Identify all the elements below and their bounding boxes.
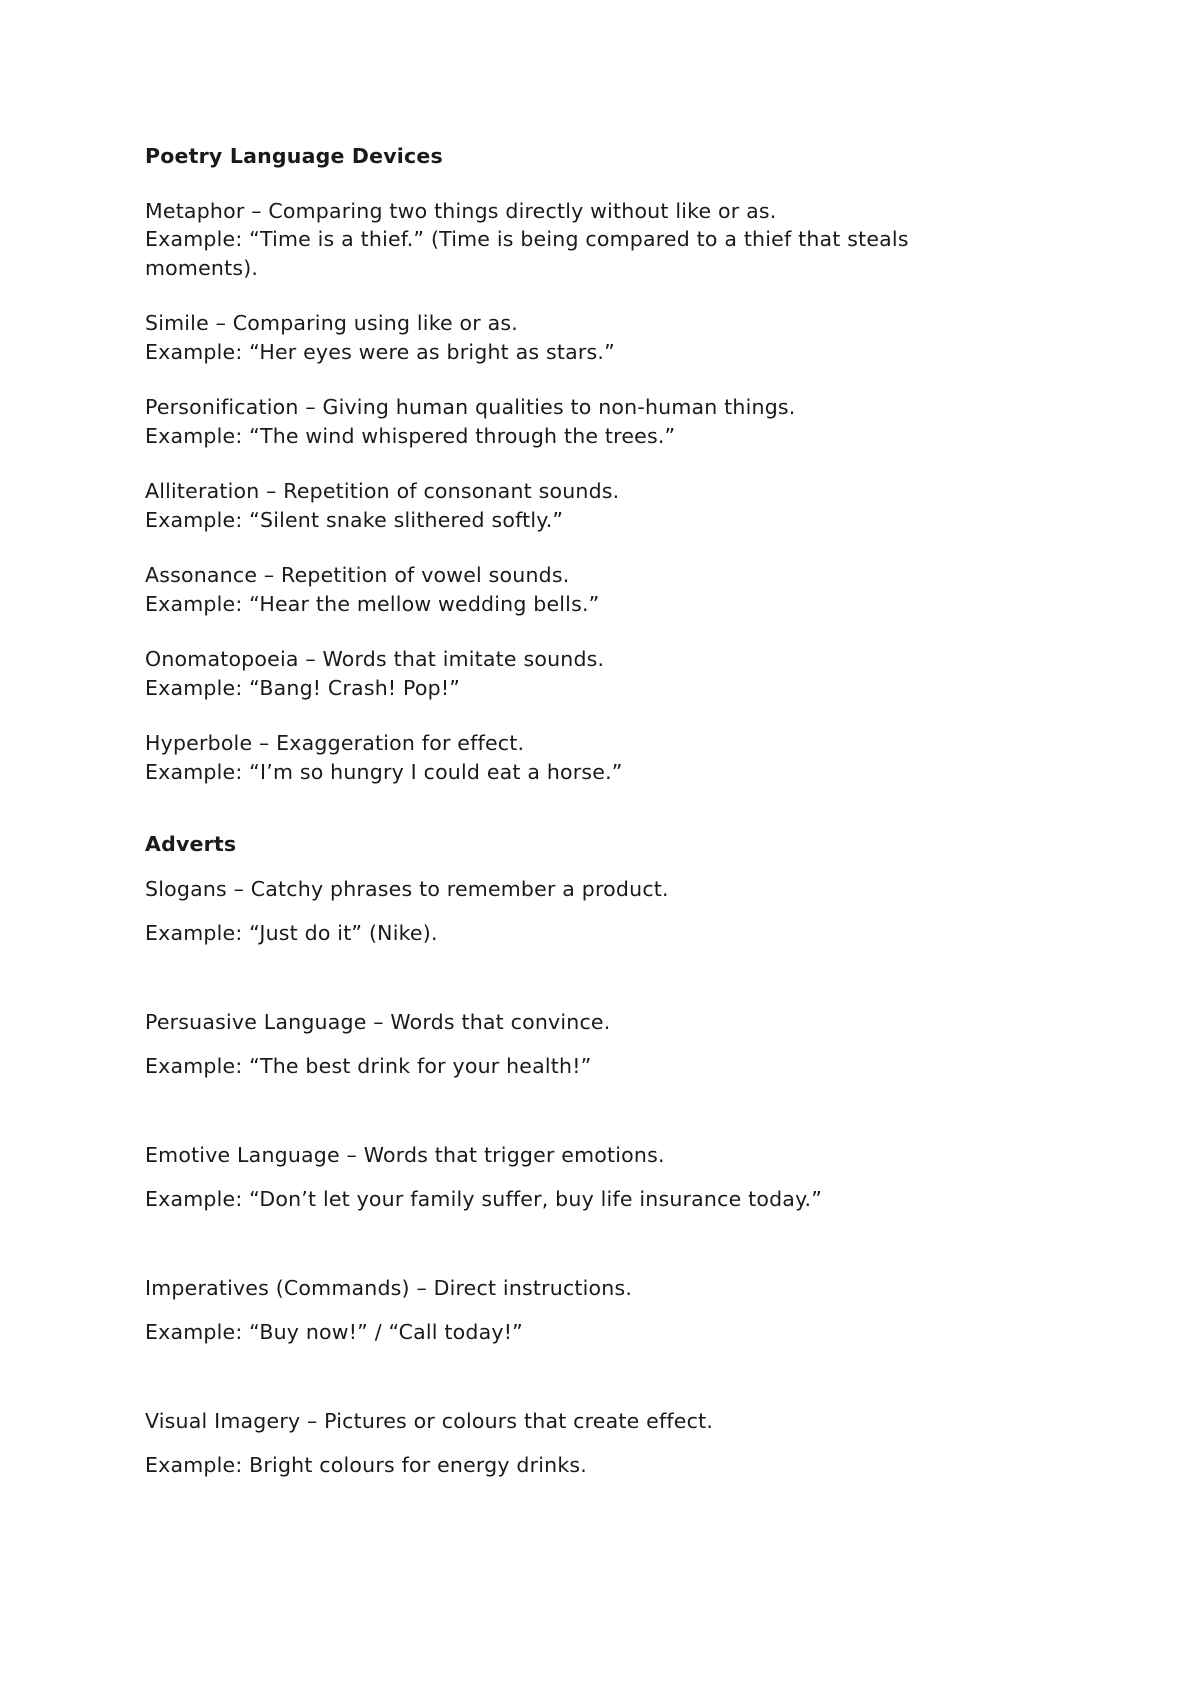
entry-term: Personification – Giving human qualities to non-human things.	[145, 395, 796, 419]
entry-example: Example: “Just do it” (Nike).	[145, 921, 438, 945]
entry-term: Assonance – Repetition of vowel sounds.	[145, 563, 570, 587]
advert-entry-emotive-language	[145, 1141, 985, 1214]
entry-example: Example: Bright colours for energy drinks.	[145, 1453, 588, 1477]
document-page	[145, 142, 985, 1480]
advert-entry-visual-imagery	[145, 1407, 985, 1480]
entry-term: Slogans – Catchy phrases to remember a product.	[145, 876, 669, 901]
poetry-entry-hyperbole	[145, 729, 985, 786]
entry-term: Onomatopoeia – Words that imitate sounds.	[145, 647, 605, 671]
poetry-entry-onomatopoeia	[145, 645, 985, 702]
entry-example: Example: “Silent snake slithered softly.”	[145, 507, 564, 532]
entry-example: Example: “The wind whispered through the trees.”	[145, 423, 676, 448]
poetry-entry-metaphor	[145, 197, 985, 283]
entry-example: Example: “Buy now!” / “Call today!”	[145, 1320, 523, 1344]
advert-entry-slogans	[145, 875, 985, 948]
poetry-entry-personification	[145, 393, 985, 450]
advert-entry-persuasive-language	[145, 1008, 985, 1081]
entry-term: Simile – Comparing using like or as.	[145, 311, 519, 335]
poetry-entry-simile	[145, 309, 985, 366]
entry-term: Alliteration – Repetition of consonant sounds.	[145, 479, 620, 503]
poetry-entry-alliteration	[145, 477, 985, 534]
entry-term: Imperatives (Commands) – Direct instructions.	[145, 1275, 633, 1300]
entry-term: Hyperbole – Exaggeration for effect.	[145, 731, 525, 755]
entry-term: Persuasive Language – Words that convince.	[145, 1009, 611, 1034]
advert-entry-imperatives	[145, 1274, 985, 1347]
entry-example: Example: “I’m so hungry I could eat a horse.”	[145, 759, 623, 784]
entry-example: Example: “Hear the mellow wedding bells.”	[145, 591, 600, 616]
entry-term: Metaphor – Comparing two things directly without like or as.	[145, 198, 777, 223]
entry-example: Example: “Time is a thief.” (Time is being compared to a thief that steals moments).	[145, 227, 909, 280]
poetry-heading: Poetry Language Devices	[145, 144, 443, 168]
poetry-entry-assonance	[145, 561, 985, 618]
entry-term: Emotive Language – Words that trigger emotions.	[145, 1142, 665, 1167]
adverts-heading: Adverts	[145, 832, 237, 856]
entry-example: Example: “Bang! Crash! Pop!”	[145, 675, 461, 700]
entry-example: Example: “The best drink for your health!”	[145, 1054, 592, 1078]
entry-example: Example: “Don’t let your family suffer, buy life insurance today.”	[145, 1187, 823, 1211]
entry-term: Visual Imagery – Pictures or colours that create effect.	[145, 1408, 714, 1433]
entry-example: Example: “Her eyes were as bright as stars.”	[145, 339, 615, 364]
